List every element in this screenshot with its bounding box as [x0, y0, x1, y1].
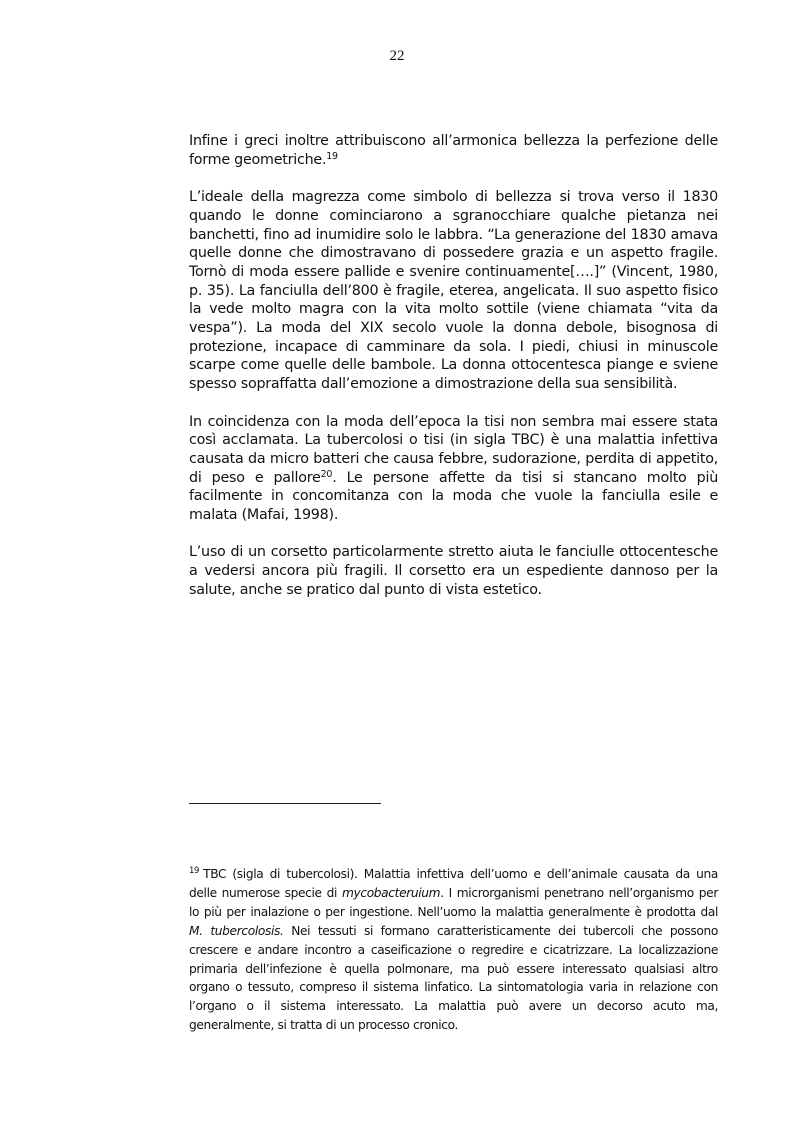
- paragraph-text: Infine i greci inoltre attribuiscono all’armonica bellezza la perfezione delle forme geometriche.: [189, 133, 718, 168]
- footnote-reference: 20: [320, 468, 333, 480]
- paragraph-text: . Le persone affette da tisi si stancano molto più facilmente in concomitanza con la moda che vuole la fanciulla esile e malata (Mafai, 1998).: [189, 469, 719, 524]
- paragraph-corset: L’uso di un corsetto particolarmente stretto aiuta le fanciulle ottocentesche a vedersi ancora più fragili. Il corsetto era un espediente dannoso per la salute, anche se pratico dal punto di vista estetico.: [189, 544, 718, 598]
- footnote-text: . I microrganismi penetrano nell’organismo per lo più per inalazione o per ingestione. Nell’uomo la malattia generalmente è prodotta dal: [189, 885, 718, 919]
- footnote-italic-term: mycobacteruium: [341, 885, 441, 900]
- footnote: [189, 865, 718, 1035]
- paragraph-text: In coincidenza con la moda dell’epoca la tisi non sembra mai essere stata così acclamata. La tubercolosi o tisi (in sigla TBC) è una malattia infettiva causata da micro batteri che causa febbre, sudorazione, perdita di appetito, di peso e pallore: [189, 413, 718, 486]
- body-text: [189, 132, 718, 618]
- footnote-separator: [189, 803, 381, 804]
- paragraph-thinness-ideal: L’ideale della magrezza come simbolo di bellezza si trova verso il 1830 quando le donne cominciarono a sgranocchiare qualche pietanza nei banchetti, fino ad inumidire solo le labbra. “La generazione del 1830 amava quelle donne che dimostravano di possedere grazia e un aspetto fragile. Tornò di moda essere pallide e svenire continuamente[….]” (Vincent, 1980, p. 35). La fanciulla dell’800 è fragile, eterea, angelicata. Il suo aspetto fisico la vede molto magra con la vita molto sottile (viene chiamata “vita da vespa”). La moda del XIX secolo vuole la donna debole, bisognosa di protezione, incapace di camminare da sola. I piedi, chiusi in minuscole scarpe come quelle delle bambole. La donna ottocentesca piange e sviene spesso sopraffatta dall’emozione a dimostrazione della sua sensibilità.: [189, 189, 718, 393]
- paragraph-tuberculosis: [189, 413, 718, 525]
- paragraph-greek-beauty: [189, 132, 718, 169]
- footnote-text: Nei tessuti si formano caratteristicamente dei tubercoli che possono crescere e andare incontro a caseificazione o regredire e cicatrizzare. La localizzazione primaria dell’infezione è quella polmonare, ma può essere interessato qualsiasi altro organo o tessuto, compreso il sistema linfatico. La sintomatologia varia in relazione con l’organo o il sistema interessato. La malattia può avere un decorso acuto ma, generalmente, si tratta di un processo cronico.: [189, 923, 718, 1033]
- footnote-italic-term: M. tubercolosis.: [189, 923, 284, 938]
- footnote-number: 19: [189, 866, 200, 876]
- footnote-reference: 19: [326, 150, 338, 162]
- footnote-text: TBC (sigla di tubercolosi). Malattia infettiva dell’uomo e dell’animale causata da una delle numerose specie di: [189, 867, 718, 900]
- page-number: 22: [389, 48, 405, 64]
